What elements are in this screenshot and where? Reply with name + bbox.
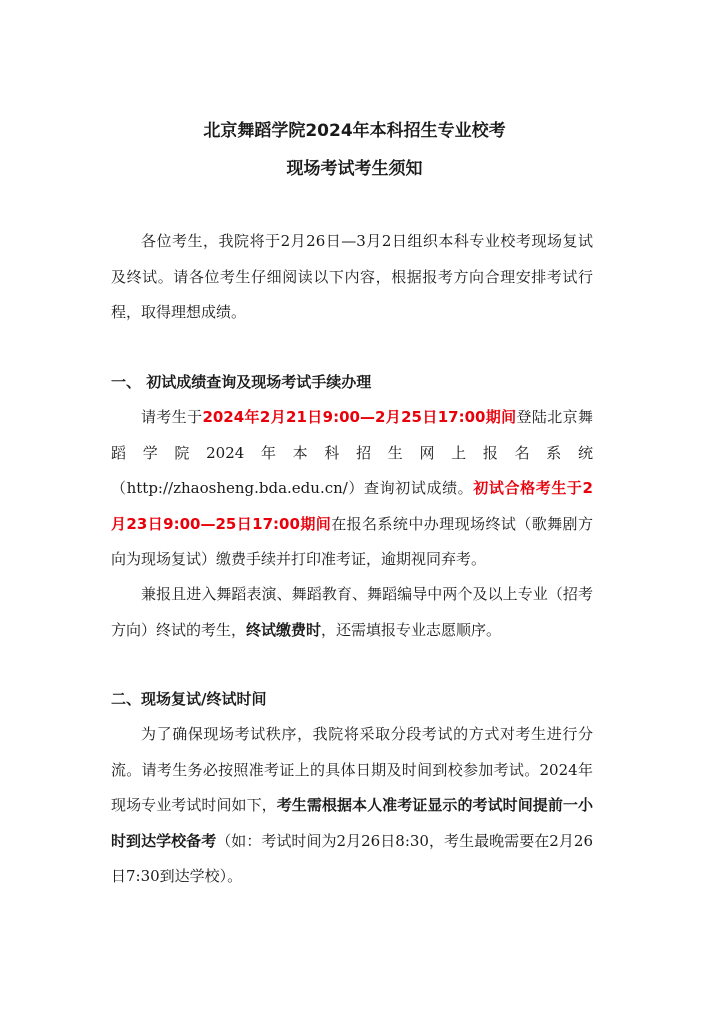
section1-p2-text-b: ，还需填报专业志愿顺序。 — [321, 620, 502, 639]
section1-p1-text-a: 请考生于 — [141, 408, 203, 426]
section1-p1-highlight-payment-period: 初试合格考生于2月23日9:00—25日17:00期间 — [111, 479, 593, 533]
section2-p1-text-b: （如：考试时间为2月26日8:30，考生最晚需要在2月26日7:30到达学校）。 — [111, 831, 593, 885]
section1-p2-bold: 终试缴费时 — [246, 620, 322, 639]
section2-p1-text-a: 为了确保现场考试秩序，我院将采取分段考试的方式对考生进行分流。请考生务必按照准考证上的具体日期及时间到校参加考试。2024年现场专业考试时间如下， — [111, 725, 593, 814]
section1-p1-text-b: 登陆北京舞蹈学院2024年本科招生网上报名系统（http://zhaosheng.bda.edu.cn/）查询初试成绩。 — [111, 408, 593, 497]
section2-paragraph1 — [111, 717, 593, 895]
section1-p1-highlight-query-period: 2024年2月21日9:00—2月25日17:00期间 — [202, 408, 517, 426]
section1-paragraph2 — [111, 577, 593, 648]
document-title-line2: 现场考试考生须知 — [286, 159, 423, 179]
intro-paragraph: 各位考生，我院将于2月26日—3月2日组织本科专业校考现场复试及终试。请各位考生仔细阅读以下内容，根据报考方向合理安排考试行程，取得理想成绩。 — [111, 232, 593, 321]
section1-paragraph1 — [111, 400, 593, 578]
section1-p2-text-a: 兼报且进入舞蹈表演、舞蹈教育、舞蹈编导中两个及以上专业（招考方向）终试的考生， — [111, 585, 593, 639]
section1-p1-text-c: 在报名系统中办理现场终试（歌舞剧方向为现场复试）缴费手续并打印准考证，逾期视同弃考。 — [111, 514, 593, 568]
document-title-line1: 北京舞蹈学院2024年本科招生专业校考 — [203, 121, 506, 141]
section2-heading: 二、现场复试/终试时间 — [111, 690, 267, 708]
section2-p1-bold: 考生需根据本人准考证显示的考试时间提前一小时到达学校备考 — [111, 796, 593, 850]
section1-heading: 一、 初试成绩查询及现场考试手续办理 — [111, 373, 372, 391]
